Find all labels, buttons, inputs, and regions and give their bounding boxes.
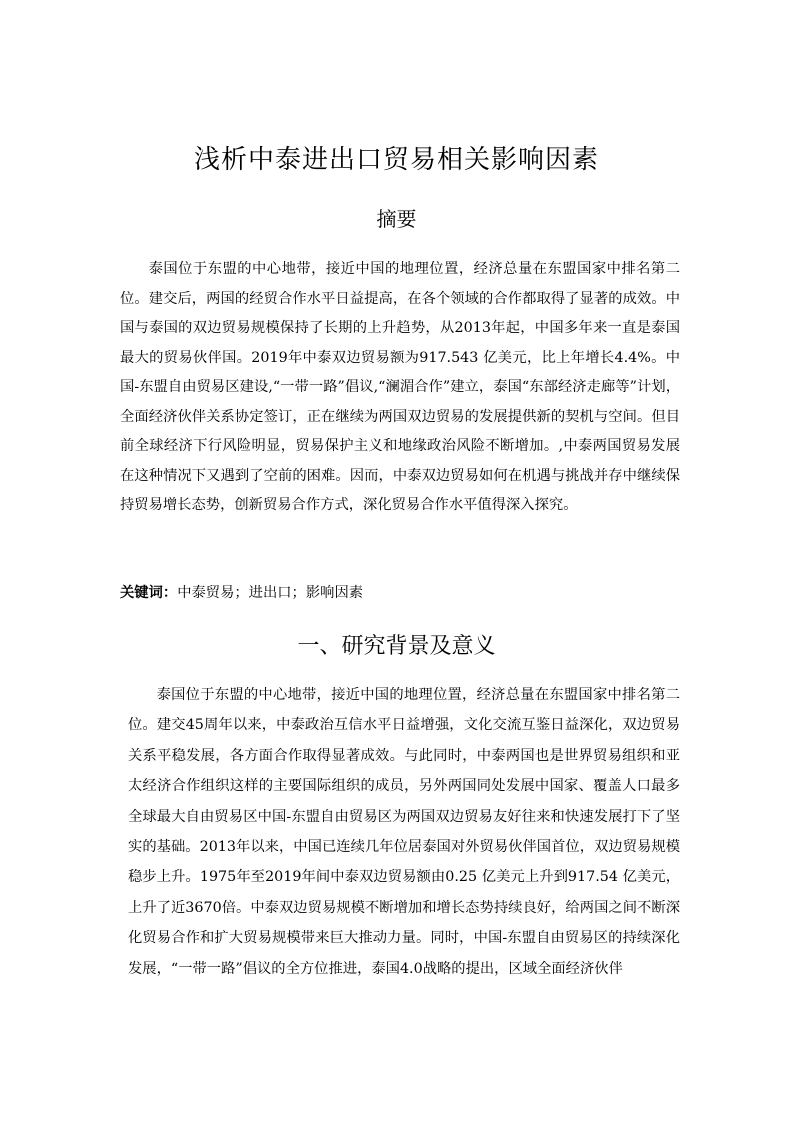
keywords-value: 中泰贸易；进出口；影响因素 (177, 585, 364, 601)
abstract-paragraph: 泰国位于东盟的中心地带，接近中国的地理位置，经济总量在东盟国家中排名第二位。建交后，两国的经贸合作水平日益提高，在各个领域的合作都取得了显著的成效。中国与泰国的双边贸易规模保持了长期的上升趋势，从2013年起，中国多年来一直是泰国最大的贸易伙伴国。2019年中泰双边贸易额为917.543 亿美元，比上年增长4.4%。中国-东盟自由贸易区建设,“一带一路”倡议,“澜湄合作”建立，泰国“东部经济走廊等”计划，全面经济伙伴关系协定签订，正在继续为两国双边贸易的发展提供新的契机与空间。但目前全球经济下行风险明显，贸易保护主义和地缘政治风险不断增加。,中泰两国贸易发展在这种情况下又遇到了空前的困难。因而，中泰双边贸易如何在机遇与挑战并存中继续保持贸易增长态势，创新贸易合作方式，深化贸易合作水平值得深入探究。 (120, 261, 680, 513)
keywords-label: 关键词： (120, 585, 178, 601)
keywords-line (120, 580, 680, 606)
document-title: 浅析中泰进出口贸易相关影响因素 (193, 145, 599, 175)
section-paragraph-research-background: 泰国位于东盟的中心地带，接近中国的地理位置，经济总量在东盟国家中排名第二位。建交45周年以来，中泰政治互信水平日益增强，文化交流互鉴日益深化，双边贸易关系平稳发展，各方面合作取得显著成效。与此同时，中泰两国也是世界贸易组织和亚太经济合作组织这样的主要国际组织的成员，另外两国同处发展中国家、覆盖人口最多全球最大自由贸易区中国-东盟自由贸易区为两国双边贸易友好往来和快速发展打下了坚实的基础。2013年以来，中国已连续几年位居泰国对外贸易伙伴国首位，双边贸易规模稳步上升。1975年至2019年间中泰双边贸易额由0.25 亿美元上升到917.54 亿美元，上升了近3670倍。中泰双边贸易规模不断增加和增长态势持续良好，给两国之间不断深化贸易合作和扩大贸易规模带来巨大推动力量。同时，中国-东盟自由贸易区的持续深化发展，“一带一路”倡议的全方位推进，泰国4.0战略的提出，区域全面经济伙伴 (128, 687, 680, 977)
section-heading-research-background: 一、研究背景及意义 (297, 634, 496, 659)
abstract-heading: 摘要 (376, 207, 417, 231)
